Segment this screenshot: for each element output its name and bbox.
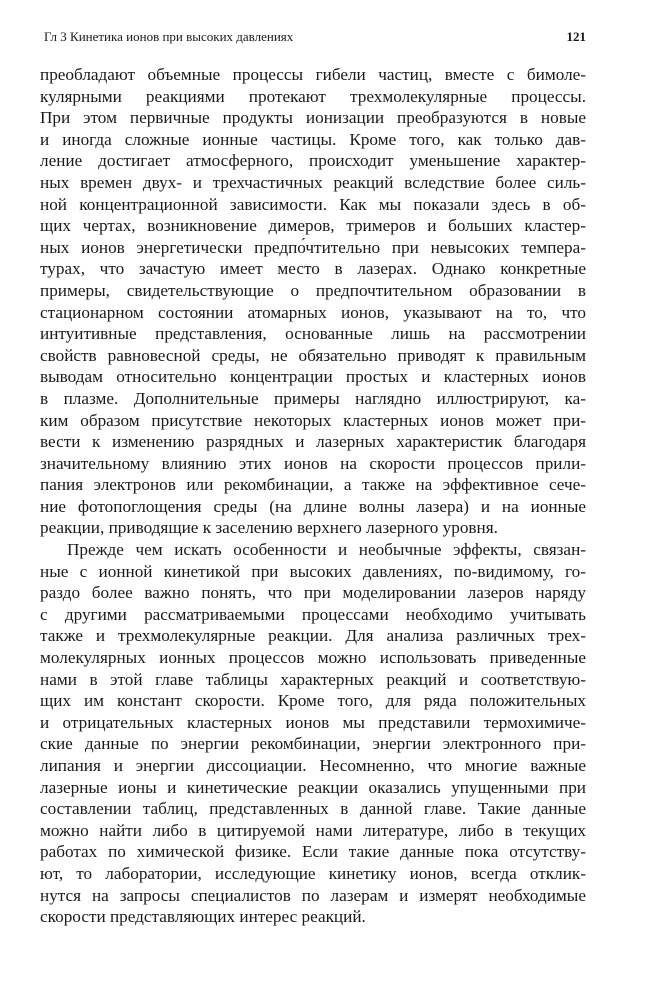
- text-line: нутся на запросы специалистов по лазерам и измерят необходимые: [40, 885, 586, 905]
- text-line: ной концентрационной зависимости. Как мы показали здесь в об-: [40, 194, 586, 214]
- text-line: При этом первичные продукты ионизации преобразуются в новые: [40, 108, 586, 128]
- text-line: и отрицательных кластерных ионов мы представили термохимиче-: [40, 712, 586, 732]
- text-line: свойств равновесной среды, не обязательно приводят к правильным: [40, 345, 586, 365]
- page-number: 121: [566, 29, 586, 44]
- text-line: кулярными реакциями протекают трехмолекулярные процессы.: [40, 86, 586, 106]
- text-line: интуитивные представления, основанные лишь на рассмотрении: [40, 324, 586, 344]
- text-line: выводам относительно концентрации простых и кластерных ионов: [40, 367, 586, 387]
- text-line: турах, что зачастую имеет место в лазерах. Однако конкретные: [40, 259, 586, 279]
- text-line: примеры, свидетельствующие о предпочтительном образовании в: [40, 280, 586, 300]
- text-line: ных ионов энергетически предпо́чтительно при невысоких темпера-: [40, 237, 586, 257]
- text-line: вести к изменению разрядных и лазерных характеристик благодаря: [40, 432, 586, 452]
- text-line: ким образом присутствие некоторых кластерных ионов может при-: [40, 410, 586, 430]
- text-line: лазерные ионы и кинетические реакции оказались упущенными при: [40, 777, 586, 797]
- text-line: значительному влиянию этих ионов на скорости процессов прили-: [40, 453, 586, 473]
- text-line: нами в этой главе таблицы характерных реакций и соответствую-: [40, 669, 586, 689]
- paragraph-2: [40, 539, 586, 928]
- text-line: можно найти либо в цитируемой нами литературе, либо в текущих: [40, 820, 586, 840]
- text-line: реакции, приводящие к заселению верхнего лазерного уровня.: [40, 518, 498, 538]
- text-line: пания электронов или рекомбинации, а также на эффективное сече-: [40, 475, 586, 495]
- text-line: раздо более важно понять, что при моделировании лазеров наряду: [40, 583, 586, 603]
- text-line: липания и энергии диссоциации. Несомненно, что многие важные: [40, 756, 586, 775]
- paragraph-1: [40, 64, 586, 539]
- text-line: ных времен двух- и трехчастичных реакций вследствие более силь-: [40, 172, 586, 192]
- text-line: ление достигает атмосферного, происходит уменьшение характер-: [40, 151, 586, 171]
- text-line: с другими рассматриваемыми процессами необходимо учитывать: [40, 604, 586, 624]
- text-line: молекулярных ионных процессов можно использовать приведенные: [40, 648, 586, 668]
- text-line: в плазме. Дополнительные примеры наглядно иллюстрируют, ка-: [40, 388, 586, 408]
- text-line: ют, то лаборатории, исследующие кинетику ионов, всегда отклик-: [40, 863, 586, 883]
- text-line: составлении таблиц, представленных в данной главе. Такие данные: [40, 799, 586, 819]
- text-line: щих чертах, возникновение димеров, тримеров и больших кластер-: [40, 216, 586, 236]
- text-line: Прежде чем искать особенности и необычные эффекты, связан-: [67, 540, 586, 560]
- text-line: также и трехмолекулярные реакции. Для анализа различных трех-: [40, 626, 586, 646]
- text-line: щих им констант скорости. Кроме того, для ряда положительных: [40, 691, 586, 711]
- text-line: работах по химической физике. Если такие данные пока отсутству-: [40, 842, 586, 862]
- running-head: [44, 27, 586, 47]
- body-text: [40, 64, 586, 928]
- text-line: стационарном состоянии атомарных ионов, указывают на то, что: [40, 302, 586, 322]
- text-line: ские данные по энергии рекомбинации, энергии электронного при-: [40, 734, 586, 754]
- text-line: и иногда сложные ионные частицы. Кроме того, как только дав-: [40, 129, 586, 149]
- text-line: скорости представляющих интерес реакций.: [40, 907, 366, 927]
- text-line: ные с ионной кинетикой при высоких давлениях, по-видимому, го-: [40, 561, 586, 581]
- text-line: преобладают объемные процессы гибели частиц, вместе с бимоле-: [40, 65, 586, 84]
- text-line: ние фотопоглощения среды (на длине волны лазера) и на ионные: [40, 496, 586, 516]
- running-title: Гл 3 Кинетика ионов при высоких давлениях: [44, 29, 294, 44]
